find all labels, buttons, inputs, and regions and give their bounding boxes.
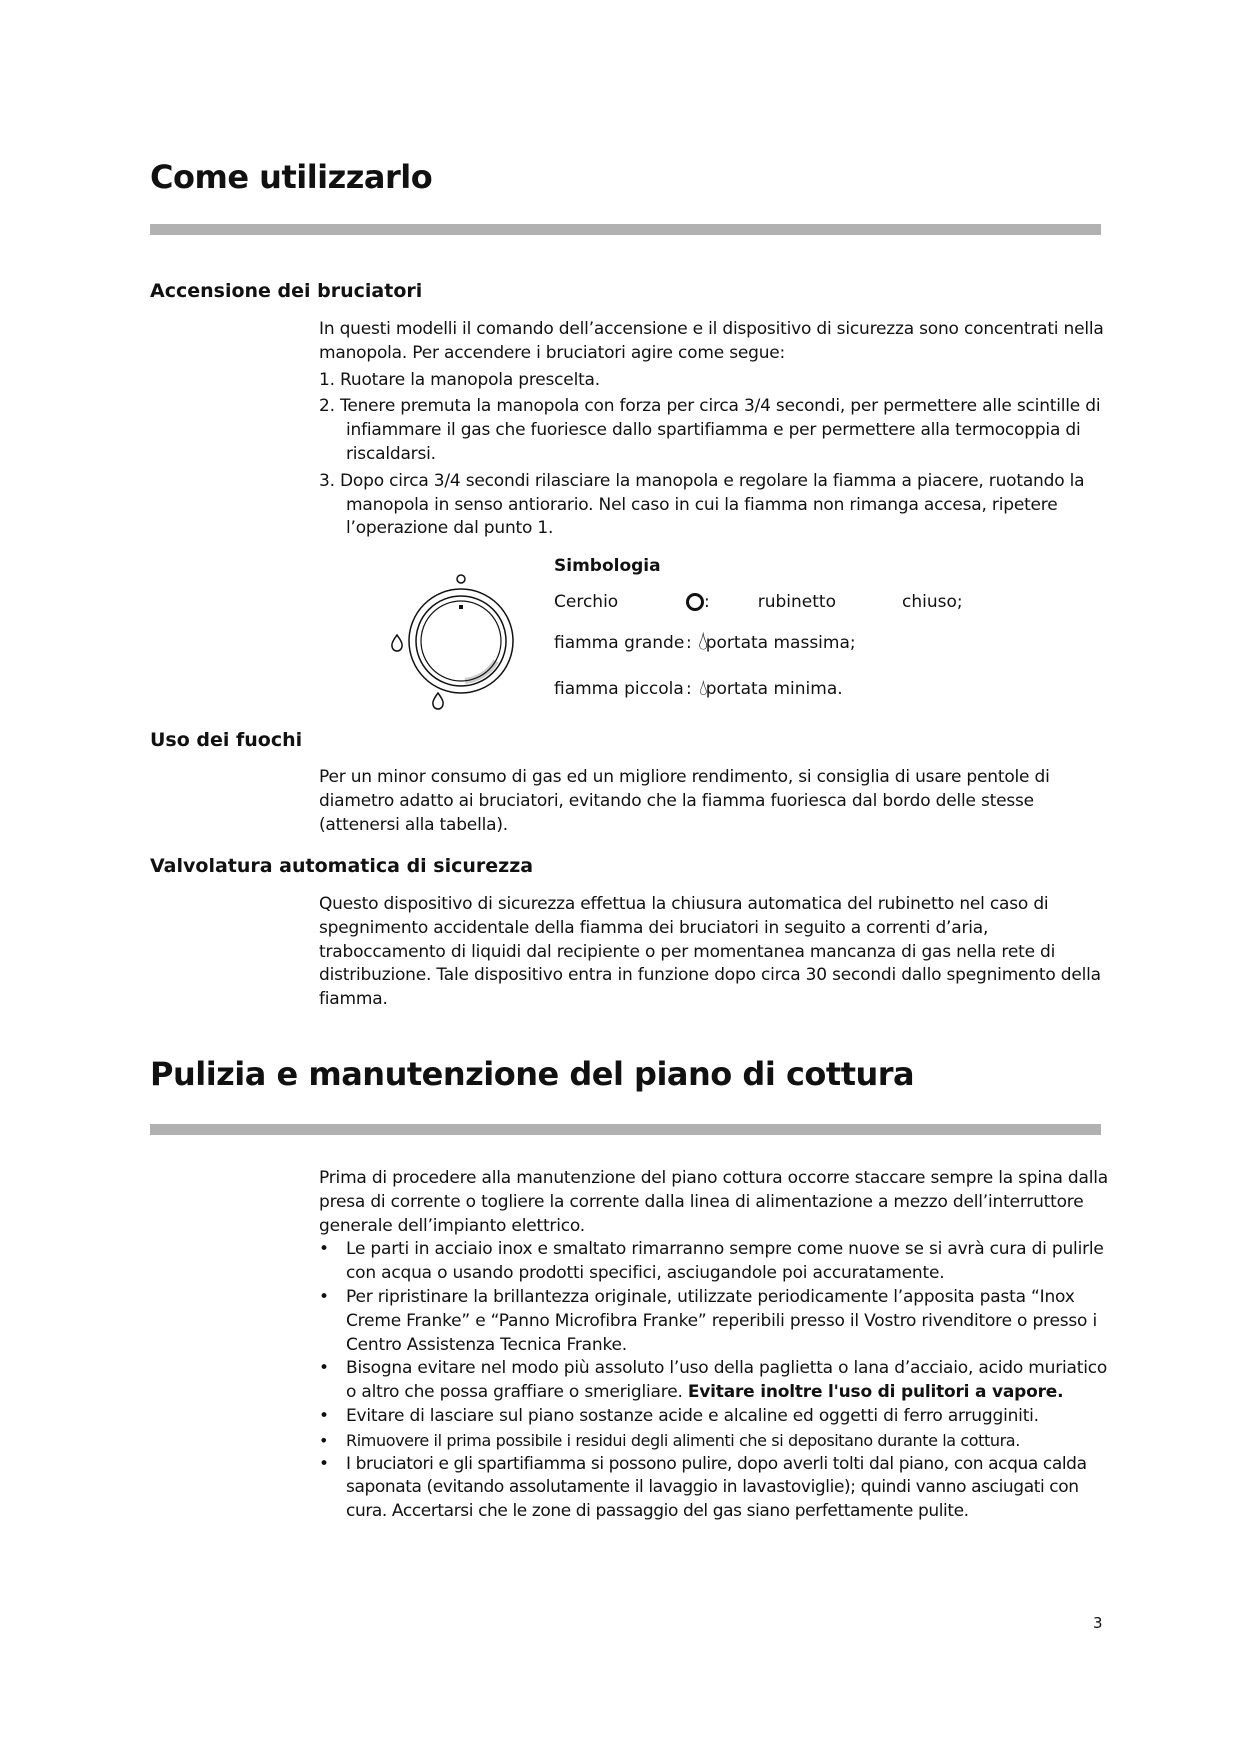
intro-text: In questi modelli il comando dell’accensione e il dispositivo di sicurezza sono concentrati nella manopola. Per accendere i bruciatori agire come segue: (319, 319, 1104, 363)
symbol-name: Cerchio (554, 592, 619, 612)
step-3: 3. Dopo circa 3/4 secondi rilasciare la manopola e regolare la fiamma a piacere, ruotando la manopola in senso antiorario. Nel caso in cui la fiamma non rimanga accesa, ripetere l’operazione dal punto 1. (319, 470, 1085, 539)
intro-text: Prima di procedere alla manutenzione del piano cottura occorre staccare sempre la spina dalla presa di corrente o togliere la corrente dalla linea di alimentazione a mezzo dell’interruttore generale dell’impianto elettrico. (319, 1168, 1108, 1236)
section-title-pulizia: Pulizia e manutenzione del piano di cottura (150, 1055, 915, 1093)
valvolatura-text: Questo dispositivo di sicurezza effettua la chiusura automatica del rubinetto nel caso di spegnimento accidentale della fiamma dei bruciatori in seguito a correnti d’aria, traboccamento di liquidi dal recipiente o per momentanea mancanza di gas nella rete di distribuzione. Tale dispositivo entra in funzione dopo circa 30 secondi dallo spegnimento della fiamma. (319, 894, 1101, 1010)
bold-warning: Evitare inoltre l'uso di pulitori a vapore. (687, 1382, 1064, 1403)
section-title: Come utilizzarlo (150, 158, 433, 196)
large-flame-icon: 💧︎ (698, 626, 709, 656)
subheading-valvolatura: Valvolatura automatica di sicurezza (150, 855, 534, 877)
subheading-uso: Uso dei fuochi (150, 729, 303, 751)
divider-bar (150, 1124, 1101, 1135)
list-item: • Rimuovere il prima possibile i residui degli alimenti che si depositano durante la cottura. (319, 1429, 1109, 1453)
small-flame-icon: 💧︎ (699, 676, 708, 701)
uso-text: Per un minor consumo di gas ed un migliore rendimento, si consiglia di usare pentole di diametro adatto ai bruciatori, evitando che la fiamma fuoriesca dal bordo delle stesse (attenersi alla tabella). (319, 767, 1050, 835)
list-item: • Bisogna evitare nel modo più assoluto l’uso della paglietta o lana d’acciaio, acido muriatico o altro che possa graffiare o smerigliare. Evitare inoltre l'uso di pulitori a vapore. (319, 1357, 1109, 1405)
circle-icon (686, 593, 704, 611)
list-item: • Le parti in acciaio inox e smaltato rimarranno sempre come nuove se si avrà cura di pulirle con acqua o usando prodotti specifici, asciugandole poi accuratamente. (319, 1238, 1109, 1286)
accensione-body (319, 318, 1109, 541)
pulizia-body (319, 1167, 1109, 1524)
knob-diagram (375, 565, 525, 715)
list-item: • I bruciatori e gli spartifiamma si possono pulire, dopo averli tolti dal piano, con acqua calda saponata (evitando assolutamente il lavaggio in lavastoviglie); quindi vanno asciugati con cura. Accertarsi che le zone di passaggio del gas siano perfettamente pulite. (319, 1453, 1109, 1524)
subheading-accensione: Accensione dei bruciatori (150, 280, 423, 302)
list-item: • Evitare di lasciare sul piano sostanze acide e alcaline ed oggetti di ferro arrugginiti. (319, 1405, 1109, 1429)
list-item: • Per ripristinare la brillantezza originale, utilizzate periodicamente l’apposita pasta “Inox Creme Franke” e “Panno Microfibra Franke” reperibili presso il Vostro rivenditore o presso i Centro Assistenza Tecnica Franke. (319, 1286, 1109, 1357)
simbologia-heading: Simbologia (554, 556, 661, 576)
simbologia-legend: Simbologia Cerchio : rubinetto chiuso; fiamma grande : 💧︎ portata massima; fiamma piccola : 💧︎ portata minima. (554, 556, 963, 701)
step-2: 2. Tenere premuta la manopola con forza per circa 3/4 secondi, per permettere alle scintille di infiammare il gas che fuoriesce dallo spartifiamma e per permettere alla termocoppia di riscaldarsi. (319, 396, 1101, 464)
divider-bar (150, 224, 1101, 235)
page-number: 3 (1093, 1614, 1103, 1632)
step-1: 1. Ruotare la manopola prescelta. (319, 369, 600, 390)
